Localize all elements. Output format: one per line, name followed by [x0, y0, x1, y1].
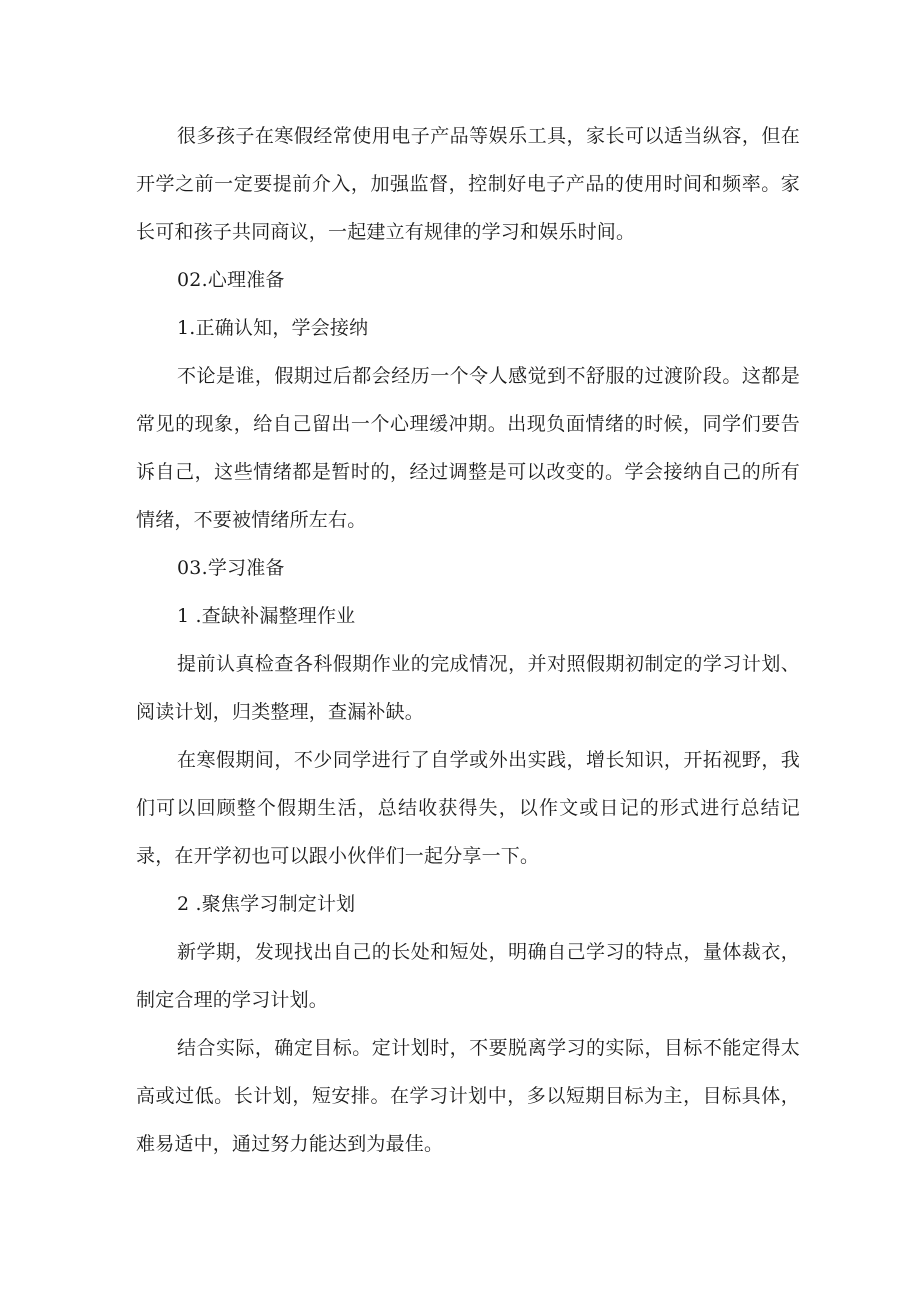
- paragraph-electronic-products: 很多孩子在寒假经常使用电子产品等娱乐工具，家长可以适当纵容，但在开学之前一定要提前介入，加强监督，控制好电子产品的使用时间和频率。家长可和孩子共同商议，一起建立有规律的学习和娱乐时间。: [136, 125, 800, 243]
- subheading-study-plan: 2 .聚焦学习制定计划: [177, 893, 356, 915]
- paragraph-winter-practice: 在寒假期间，不少同学进行了自学或外出实践，增长知识，开拓视野，我们可以回顾整个假期生活，总结收获得失，以作文或日记的形式进行总结记录，在开学初也可以跟小伙伴们一起分享一下。: [136, 749, 800, 867]
- document-body: [136, 112, 800, 1168]
- subheading-check-homework: 1 .查缺补漏整理作业: [177, 605, 356, 627]
- paragraph-set-goals: 结合实际，确定目标。定计划时，不要脱离学习的实际，目标不能定得太高或过低。长计划，短安排。在学习计划中，多以短期目标为主，目标具体，难易适中，通过努力能达到为最佳。: [136, 1037, 800, 1155]
- paragraph-new-semester: 新学期，发现找出自己的长处和短处，明确自己学习的特点，量体裁衣，制定合理的学习计划。: [136, 941, 800, 1011]
- section-heading-study-preparation: 03.学习准备: [177, 557, 285, 579]
- paragraph-check-homework: 提前认真检查各科假期作业的完成情况，并对照假期初制定的学习计划、阅读计划，归类整理，查漏补缺。: [136, 653, 800, 723]
- subheading-correct-cognition: 1.正确认知，学会接纳: [177, 317, 369, 339]
- section-heading-psychological-preparation: 02.心理准备: [177, 269, 285, 291]
- paragraph-transition-stage: 不论是谁，假期过后都会经历一个令人感觉到不舒服的过渡阶段。这都是常见的现象，给自己留出一个心理缓冲期。出现负面情绪的时候，同学们要告诉自己，这些情绪都是暂时的，经过调整是可以改变的。学会接纳自己的所有情绪，不要被情绪所左右。: [136, 365, 800, 531]
